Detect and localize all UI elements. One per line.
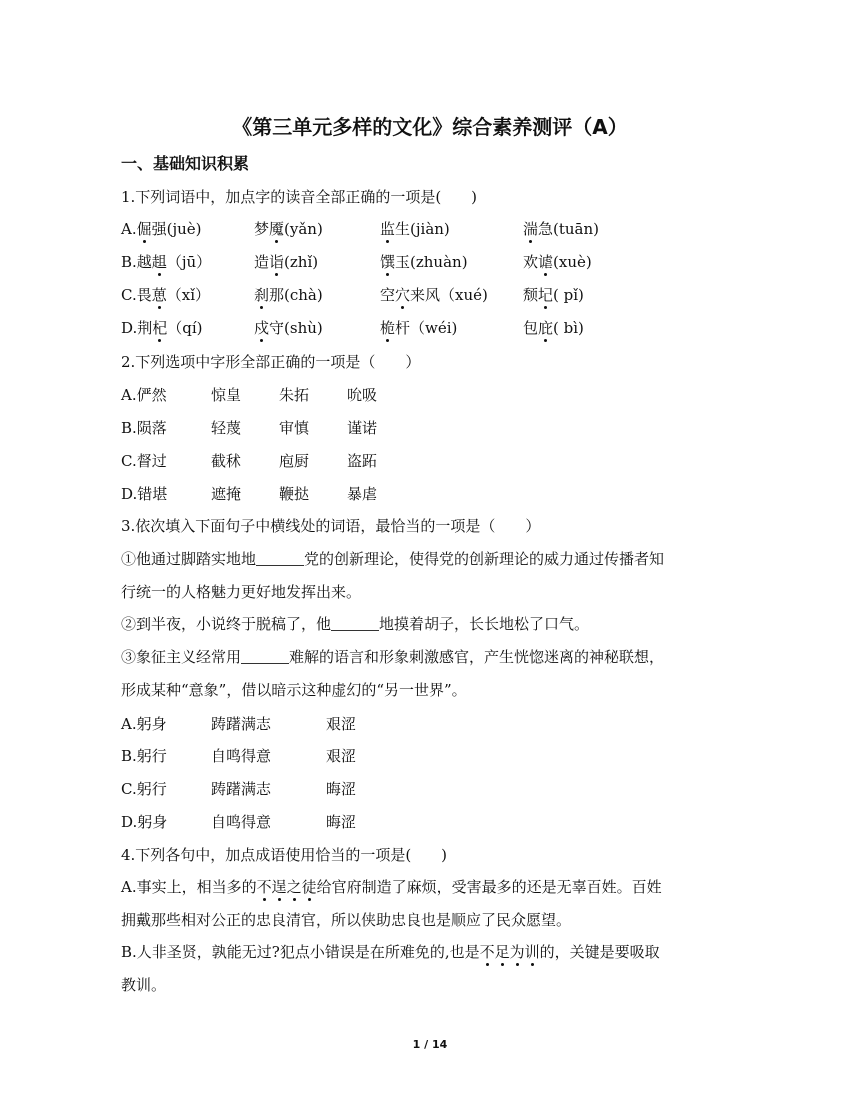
q3-option-c-2: 踌躇满志 [211, 780, 272, 798]
q3-sentence-2-part-a: ②到半夜，小说终于脱稿了，他 [121, 615, 332, 633]
q3-option-d-2: 自鸣得意 [211, 813, 272, 831]
q3-sentence-3 [121, 646, 664, 667]
q1-option-a-1: A.倔强(juè) [121, 220, 202, 238]
q2-option-b-4: 谨诺 [347, 419, 378, 437]
q1-option-d-2: 戍守(shù) [254, 319, 323, 337]
q2-option-a-2: 惊皇 [211, 386, 242, 404]
q2-option-a-3: 朱拓 [279, 386, 310, 404]
question-4-stem: 4.下列各句中，加点成语使用恰当的一项是( ) [121, 846, 448, 864]
q3-option-a-2: 踌躇满志 [211, 715, 272, 733]
q1-option-d-3: 桅杆（wéi) [380, 319, 458, 337]
q1-option-c-3: 空穴来风（xué) [380, 286, 488, 304]
q4-option-a-line-2: 拥戴那些相对公正的忠良清官，所以侠助忠良也是顺应了民众愿望。 [121, 911, 572, 929]
q2-option-c-4: 盗跖 [347, 452, 378, 470]
q2-option-d-2: 遮掩 [211, 485, 242, 503]
q3-sentence-1-part-b: 党的创新理论，使得党的创新理论的威力通过传播者知 [304, 550, 665, 568]
q1-option-b-3: 馔玉(zhuàn) [380, 253, 468, 271]
q1-option-d-4: 包庇( bì) [523, 319, 584, 337]
page-number: 1 / 14 [412, 1038, 448, 1051]
q3-sentence-3-part-b: 难解的语言和形象刺激感官，产生恍惚迷离的神秘联想， [289, 648, 665, 666]
q2-option-d-4: 暴虐 [347, 485, 378, 503]
q4-option-b-line-1: B.人非圣贤，孰能无过?犯点小错误是在所难免的,也是不足为训的，关键是要吸取 [121, 943, 660, 961]
q3-sentence-2-part-b: 地摸着胡子，长长地松了口气。 [379, 615, 590, 633]
q3-sentence-2 [121, 613, 589, 634]
fill-blank [256, 551, 304, 566]
q3-sentence-3-part-a: ③象征主义经常用 [121, 648, 242, 666]
q3-option-b-1: B.躬行 [121, 747, 167, 765]
q2-option-c-2: 截秫 [211, 452, 242, 470]
q2-option-a-4: 吮吸 [347, 386, 378, 404]
q2-option-c-3: 庖厨 [279, 452, 310, 470]
q3-option-c-3: 晦涩 [326, 780, 357, 798]
q1-option-a-2: 梦魇(yǎn) [254, 220, 323, 238]
q3-sentence-3-cont: 形成某种“意象”，借以暗示这种虚幻的“另一世界”。 [121, 681, 467, 699]
q3-option-c-1: C.躬行 [121, 780, 167, 798]
q4-option-b-line-2: 教训。 [121, 976, 167, 994]
q2-option-d-1: D.错堪 [121, 485, 168, 503]
q3-option-b-3: 艰涩 [326, 747, 357, 765]
q2-option-d-3: 鞭挞 [279, 485, 310, 503]
q2-option-b-2: 轻蔑 [211, 419, 242, 437]
q3-sentence-1-part-a: ①他通过脚踏实地地 [121, 550, 257, 568]
q2-option-c-1: C.督过 [121, 452, 167, 470]
q1-option-c-2: 刹那(chà) [254, 286, 323, 304]
q3-option-d-3: 晦涩 [326, 813, 357, 831]
fill-blank [331, 616, 379, 631]
q2-option-b-1: B.陨落 [121, 419, 167, 437]
q1-option-b-1: B.越趄（jū） [121, 253, 212, 271]
q3-option-a-1: A.躬身 [121, 715, 167, 733]
q2-option-b-3: 审慎 [279, 419, 310, 437]
question-3-stem: 3.依次填入下面句子中横线处的词语，最恰当的一项是（ ） [121, 517, 541, 535]
question-1-stem: 1.下列词语中，加点字的读音全部正确的一项是( ) [121, 188, 478, 206]
page-title: 《第三单元多样的文化》综合素养测评（A） [232, 115, 628, 139]
q1-option-c-4: 颓圮( pǐ) [523, 286, 584, 304]
section-heading: 一、基础知识积累 [121, 154, 250, 173]
q3-sentence-1-cont: 行统一的人格魅力更好地发挥出来。 [121, 583, 362, 601]
q4-option-a-line-1: A.事实上，相当多的不逞之徒给官府制造了麻烦，受害最多的还是无辜百姓。百姓 [121, 878, 662, 896]
fill-blank [241, 649, 289, 664]
q1-option-b-4: 欢谑(xuè) [523, 253, 592, 271]
q1-option-d-1: D.荆杞（qí) [121, 319, 203, 337]
q1-option-b-2: 造诣(zhǐ) [254, 253, 319, 271]
q3-option-a-3: 艰涩 [326, 715, 357, 733]
q1-option-a-4: 湍急(tuān) [523, 220, 600, 238]
q2-option-a-1: A.俨然 [121, 386, 167, 404]
question-2-stem: 2.下列选项中字形全部正确的一项是（ ） [121, 353, 421, 371]
q3-option-d-1: D.躬身 [121, 813, 168, 831]
q3-option-b-2: 自鸣得意 [211, 747, 272, 765]
q1-option-a-3: 监生(jiàn) [380, 220, 450, 238]
q3-sentence-1 [121, 548, 664, 569]
q1-option-c-1: C.畏葸（xǐ） [121, 286, 210, 304]
